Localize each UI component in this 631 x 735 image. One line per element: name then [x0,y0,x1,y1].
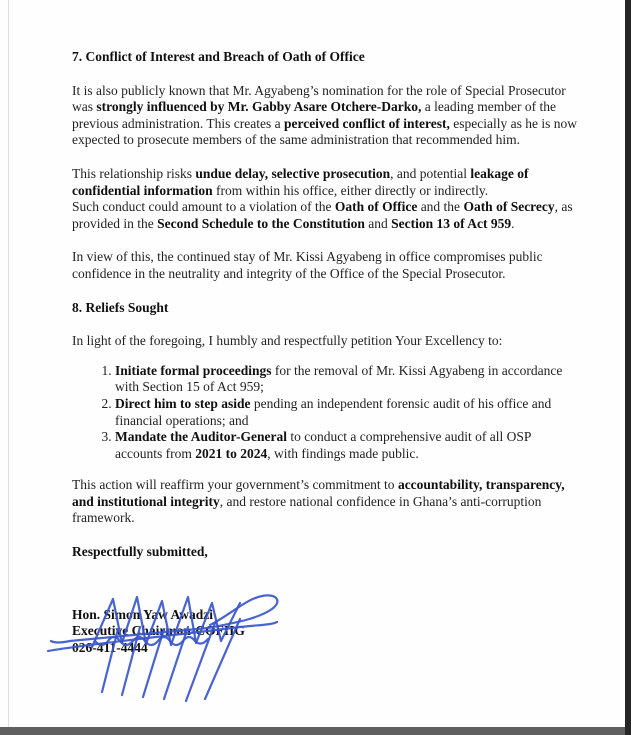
scan-edge-bottom [0,727,631,735]
relief-item-2: 2. Direct him to step aside pending an independent forensic audit of his office and financial operations; and [115,396,577,429]
reliefs-list [72,363,577,463]
section-8-heading: 8. Reliefs Sought [72,299,169,315]
signatory-block [72,607,577,657]
paragraph-petition-intro: In light of the foregoing, I humbly and respectfully petition Your Excellency to: [72,333,503,349]
paragraph-nomination: It is also publicly known that Mr. Agyabeng’s nomination for the role of Special Prosecutor was strongly influenced by Mr. Gabby Asare Otchere-Darko, a leading member of the previous administration. This creates a perceived conflict of interest, especially as he is now expected to prosecute members of the same administration that recommended him. [72,82,577,148]
signatory-name: Hon. Simon Yaw Awadzi [72,606,214,622]
relief-item-1: 1. Initiate formal proceedings for the removal of Mr. Kissi Agyabeng in accordance with Section 15 of Act 959; [115,363,577,396]
section-7-heading: 7. Conflict of Interest and Breach of Oath of Office [72,49,365,64]
signatory-title: Executive Chairman-COFIIG [72,623,245,639]
paragraph-conclusion: In view of this, the continued stay of Mr. Kissi Agyabeng in office compromises public confidence in the neutrality and integrity of the Office of the Special Prosecutor. [72,249,543,281]
relief-item-3: 3. Mandate the Auditor-General to conduct a comprehensive audit of all OSP accounts from 2021 to 2024, with findings made public. [115,429,577,462]
signatory-phone: 026-411-4444 [72,639,148,655]
paragraph-closing: This action will reaffirm your government’s commitment to accountability, transparency, and institutional integrity, and restore national confidence in Ghana’s anti-corruption framework. [72,477,565,526]
salutation: Respectfully submitted, [72,544,208,560]
scan-fold-line [8,0,9,727]
scan-edge-right [625,0,631,735]
letter-body [72,49,577,656]
paragraph-relationship-risks: This relationship risks undue delay, selective prosecution, and potential leakage of confidential information from within his office, either directly or indirectly. Such conduct could amount to a violation of the Oath of Office and the Oath of Secrecy, as provided in the Second Schedule to the Constitution and Section 13 of Act 959. [72,165,573,231]
